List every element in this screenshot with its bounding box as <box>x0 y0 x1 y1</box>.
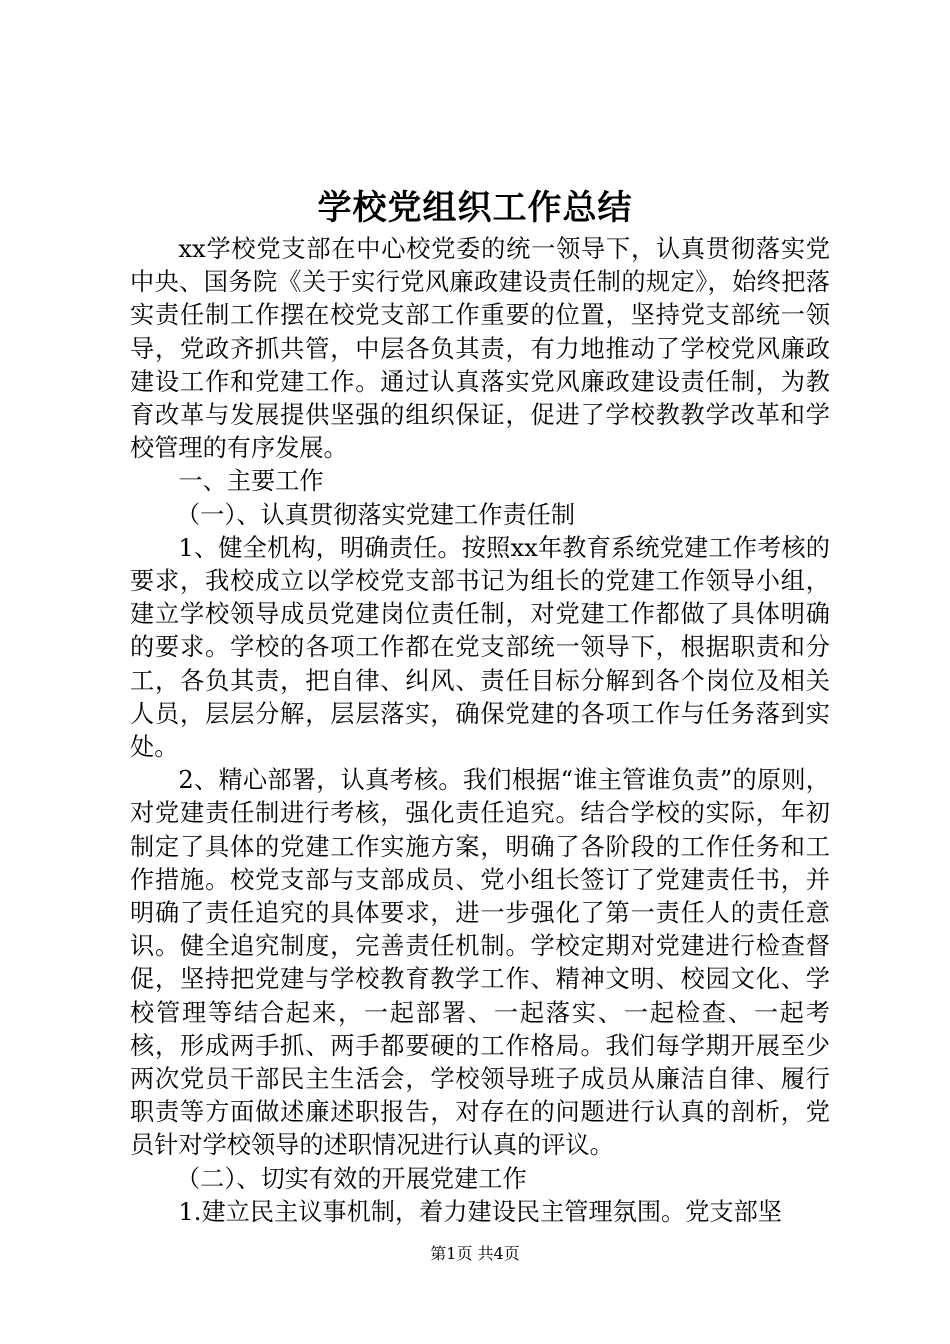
paragraph-item-2: 2、精心部署，认真考核。我们根据“谁主管谁负责”的原则，对党建责任制进行考核，强化责任追究。结合学校的实际，年初制定了具体的党建工作实施方案，明确了各阶段的工作任务和工作措施。校党支部与支部成员、党小组长签订了党建责任书，并明确了责任追究的具体要求，进一步强化了第一责任人的责任意识。健全追究制度，完善责任机制。学校定期对党建进行检查督促，坚持把党建与学校教育教学工作、精神文明、校园文化、学校管理等结合起来，一起部署、一起落实、一起检查、一起考核，形成两手抓、两手都要硬的工作格局。我们每学期开展至少两次党员干部民主生活会，学校领导班子成员从廉洁自律、履行职责等方面做述廉述职报告，对存在的问题进行认真的剖析，党员针对学校领导的述职情况进行认真的评议。 <box>130 766 830 1160</box>
paragraph-item-1: 1、健全机构，明确责任。按照xx年教育系统党建工作考核的要求，我校成立以学校党支部书记为组长的党建工作领导小组，建立学校领导成员党建岗位责任制，对党建工作都做了具体明确的要求。学校的各项工作都在党支部统一领导下，根据职责和分工，各负其责，把自律、纠风、责任目标分解到各个岗位及相关人员，层层分解，层层落实，确保党建的各项工作与任务落到实处。 <box>130 533 830 762</box>
subsection-heading-2: （二）、切实有效的开展党建工作 <box>175 1164 527 1193</box>
document-title: 学校党组织工作总结 <box>317 188 633 228</box>
subsection-heading-1: （一）、认真贯彻落实党建工作责任制 <box>175 500 576 529</box>
intro-paragraph: xx学校党支部在中心校党委的统一领导下，认真贯彻落实党中央、国务院《关于实行党风廉政建设责任制的规定》，始终把落实责任制工作摆在校党支部工作重要的位置，坚持党支部统一领导，党政齐抓共管，中层各负其责，有力地推动了学校党风廉政建设工作和党建工作。通过认真落实党风廉政建设责任制，为教育改革与发展提供坚强的组织保证，促进了学校教教学改革和学校管理的有序发展。 <box>130 235 830 463</box>
section-heading-main-work: 一、主要工作 <box>178 467 324 496</box>
document-body <box>130 233 830 1229</box>
paragraph-item-3: 1.建立民主议事机制，着力建设民主管理氛围。党支部坚 <box>178 1197 782 1226</box>
page-footer: 第1页 共4页 <box>430 1244 520 1263</box>
